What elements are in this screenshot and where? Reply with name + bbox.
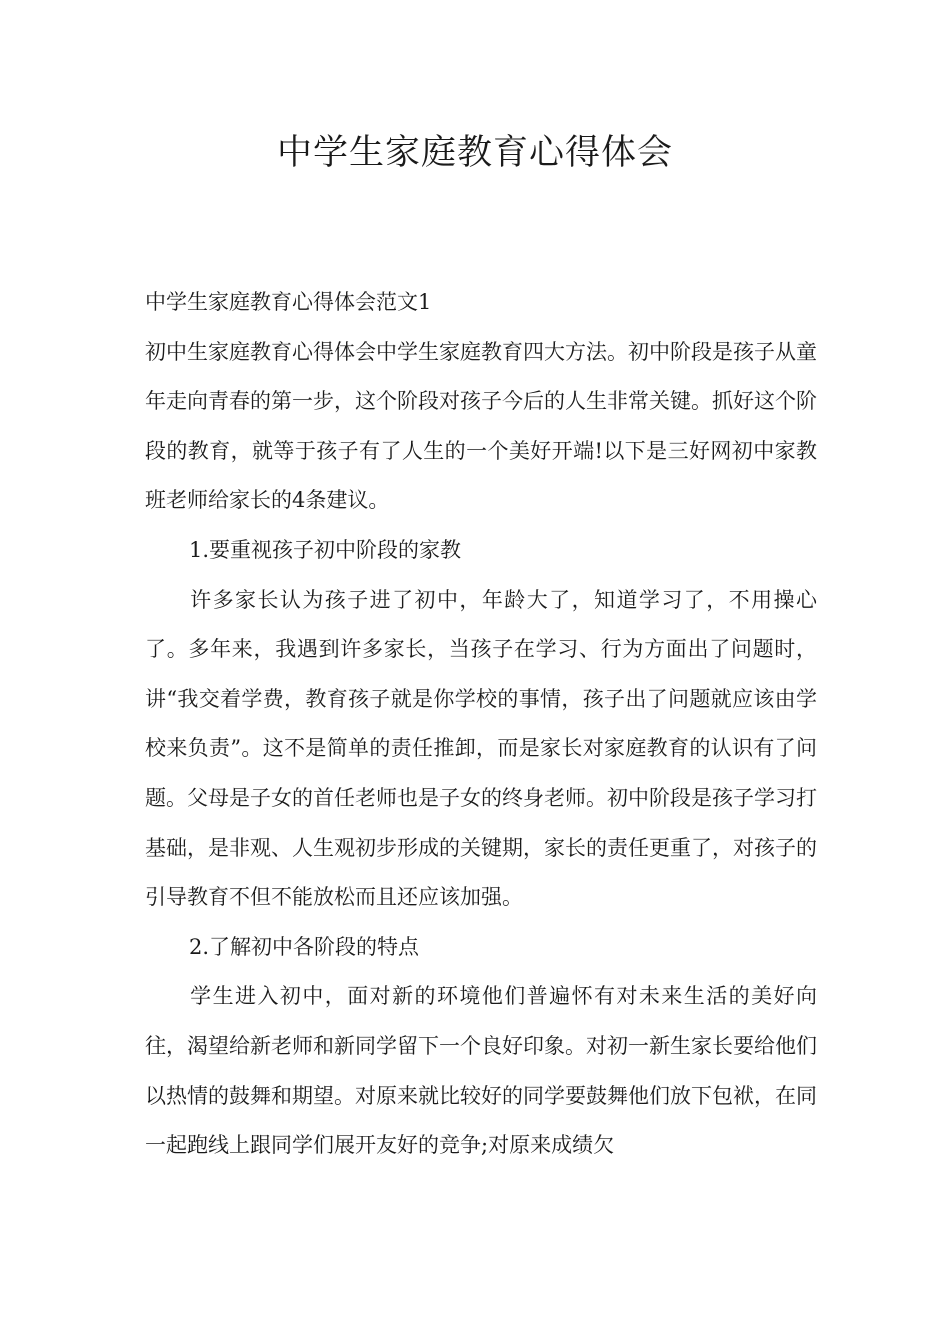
document-title: 中学生家庭教育心得体会 (276, 133, 673, 173)
intro-paragraph: 初中生家庭教育心得体会中学生家庭教育四大方法。初中阶段是孩子从童年走向青春的第一步，这个阶段对孩子今后的人生非常关键。抓好这个阶段的教育，就等于孩子有了人生的一个美好开端!以下是三好网初中家教班老师给家长的4条建议。 (145, 339, 817, 513)
section-body-2: 学生进入初中，面对新的环境他们普遍怀有对未来生活的美好向往，渴望给新老师和新同学留下一个良好印象。对初一新生家长要给他们以热情的鼓舞和期望。对原来就比较好的同学要鼓舞他们放下包袱，在同一起跑线上跟同学们展开友好的竞争;对原来成绩欠 (145, 984, 817, 1158)
document-body (145, 278, 817, 1171)
section-body-1: 许多家长认为孩子进了初中，年龄大了，知道学习了，不用操心了。多年来，我遇到许多家长，当孩子在学习、行为方面出了问题时，讲“我交着学费，教育孩子就是你学校的事情，孩子出了问题就应该由学校来负责”。这不是简单的责任推卸，而是家长对家庭教育的认识有了问题。父母是子女的首任老师也是子女的终身老师。初中阶段是孩子学习打基础，是非观、人生观初步形成的关键期，家长的责任更重了，对孩子的引导教育不但不能放松而且还应该加强。 (145, 587, 817, 910)
document-subtitle: 中学生家庭教育心得体会范文1 (145, 290, 432, 314)
section-heading-2: 2.了解初中各阶段的特点 (189, 934, 420, 959)
section-heading-1: 1.要重视孩子初中阶段的家教 (189, 537, 462, 562)
